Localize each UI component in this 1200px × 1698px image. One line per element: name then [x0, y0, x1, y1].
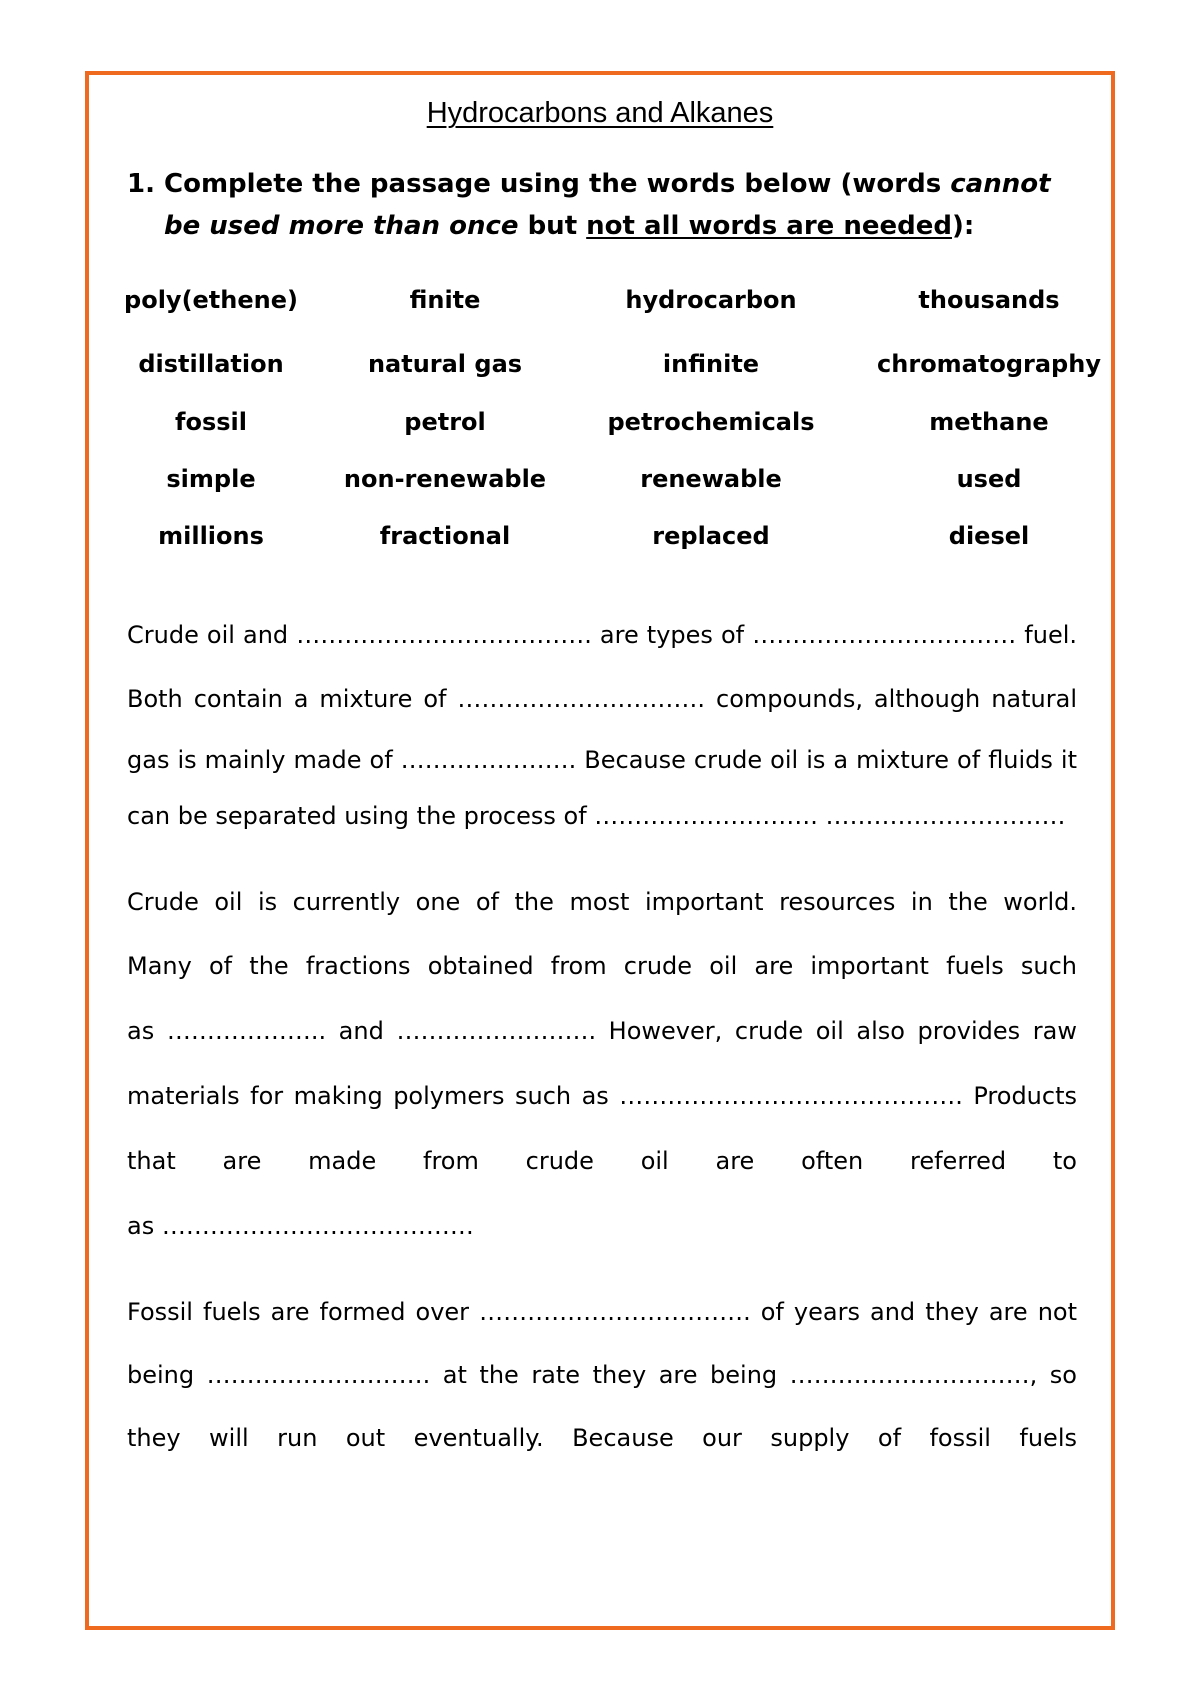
word-bank-item: non-renewable	[343, 465, 547, 493]
word-bank-item: methane	[929, 408, 1049, 436]
word-bank-item: poly(ethene)	[124, 286, 298, 314]
word-bank-item: hydrocarbon	[625, 286, 797, 314]
passage-line: Crude oil is currently one of the most important resources in the world.	[127, 888, 1077, 916]
word-bank-item: infinite	[662, 350, 760, 378]
word-bank-item: used	[956, 465, 1022, 493]
passage-line: Fossil fuels are formed over ……………………………. of years and they are not	[127, 1298, 1077, 1326]
passage-line: that are made from crude oil are often referred to	[127, 1147, 1077, 1175]
word-bank-item: thousands	[918, 286, 1060, 314]
word-bank-item: millions	[158, 522, 264, 550]
passage-line: as …………………………………	[127, 1212, 474, 1240]
passage-line: being ………………………. at the rate they are being …………………………, so	[127, 1361, 1077, 1389]
passage-line: Crude oil and ………………………………. are types of …………………………… fuel.	[127, 621, 1077, 649]
question-number: 1.	[127, 169, 155, 199]
passage-line: materials for making polymers such as ……………………………………. Products	[127, 1082, 1077, 1110]
word-bank-item: fossil	[175, 408, 247, 436]
word-bank-item: natural gas	[367, 350, 523, 378]
page-title: Hydrocarbons and Alkanes	[426, 97, 774, 129]
passage-line: Both contain a mixture of …………………………. compounds, although natural	[127, 685, 1077, 713]
word-bank-item: renewable	[640, 465, 782, 493]
word-bank-item: diesel	[948, 522, 1030, 550]
word-bank-item: petrochemicals	[607, 408, 815, 436]
word-bank-item: simple	[166, 465, 256, 493]
word-bank-item: distillation	[138, 350, 284, 378]
question-text: Complete the passage using the words below (words cannot be used more than once but not all words are needed):	[164, 169, 1051, 241]
passage-line: can be separated using the process of ………………………. …………………………	[127, 802, 1066, 830]
word-bank-item: chromatography	[877, 350, 1101, 378]
word-bank-item: finite	[409, 286, 481, 314]
word-bank-item: petrol	[404, 408, 486, 436]
passage-line: as ……………….. and ……………………. However, crude oil also provides raw	[127, 1017, 1077, 1045]
passage-line: gas is mainly made of …………………. Because crude oil is a mixture of fluids it	[127, 746, 1077, 774]
word-bank-item: replaced	[652, 522, 770, 550]
question-1	[127, 163, 1087, 247]
word-bank-item: fractional	[379, 522, 511, 550]
passage-line: Many of the fractions obtained from crude oil are important fuels such	[127, 952, 1077, 980]
passage-line: they will run out eventually. Because our supply of fossil fuels	[127, 1424, 1077, 1452]
